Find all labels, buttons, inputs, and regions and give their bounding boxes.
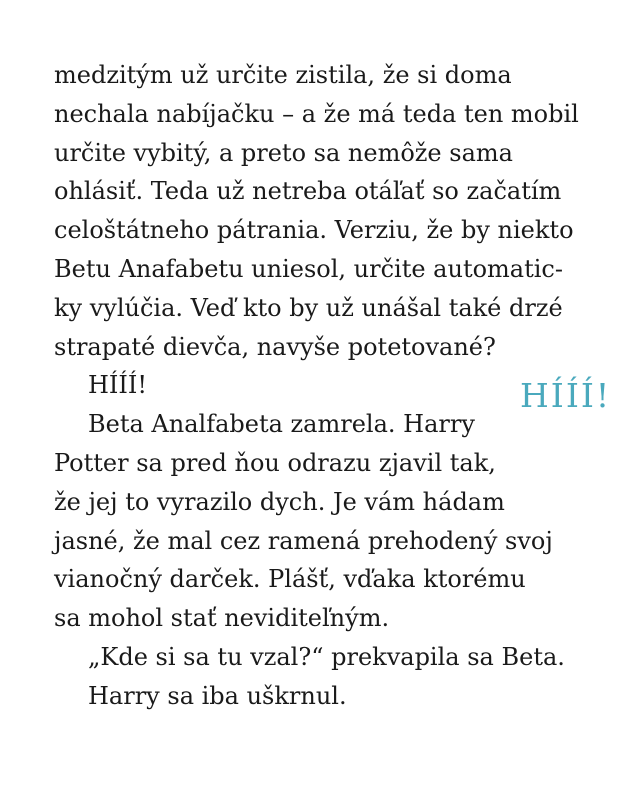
text-line: celoštátneho pátrania. Verziu, že by niekto xyxy=(54,216,574,245)
text-line: medzitým už určite zistila, že si doma xyxy=(54,61,512,89)
text-line: jasné, že mal cez ramená prehodený svoj xyxy=(54,526,553,555)
text-line: vianočný darček. Plášť, vďaka ktorému xyxy=(54,565,526,594)
text-line: Betu Anafabetu uniesol, určite automatic- xyxy=(54,254,563,283)
text-line: Potter sa pred ňou odrazu zjavil tak, xyxy=(54,448,496,477)
text-line: určite vybitý, a preto sa nemôže sama xyxy=(54,138,513,167)
text-line: ohlásiť. Teda už netreba otáľať so začatím xyxy=(54,177,562,206)
text-line: Beta Analfabeta zamrela. Harry xyxy=(88,410,475,439)
text-line: HÍÍÍ! xyxy=(88,371,148,400)
text-line: nechala nabíjačku – a že má teda ten mobil xyxy=(54,99,579,128)
text-line: „Kde si sa tu vzal?“ prekvapila sa Beta. xyxy=(88,642,565,671)
text-line: že jej to vyrazilo dych. Je vám hádam xyxy=(54,487,505,516)
text-line: ky vylúčia. Veď kto by už unášal také drzé xyxy=(54,293,563,322)
margin-exclamation: HÍÍÍ! xyxy=(520,376,612,415)
text-line: sa mohol stať neviditeľným. xyxy=(54,604,390,633)
text-line: Harry sa iba uškrnul. xyxy=(88,681,347,710)
text-line: strapaté dievča, navyše potetované? xyxy=(54,332,496,361)
